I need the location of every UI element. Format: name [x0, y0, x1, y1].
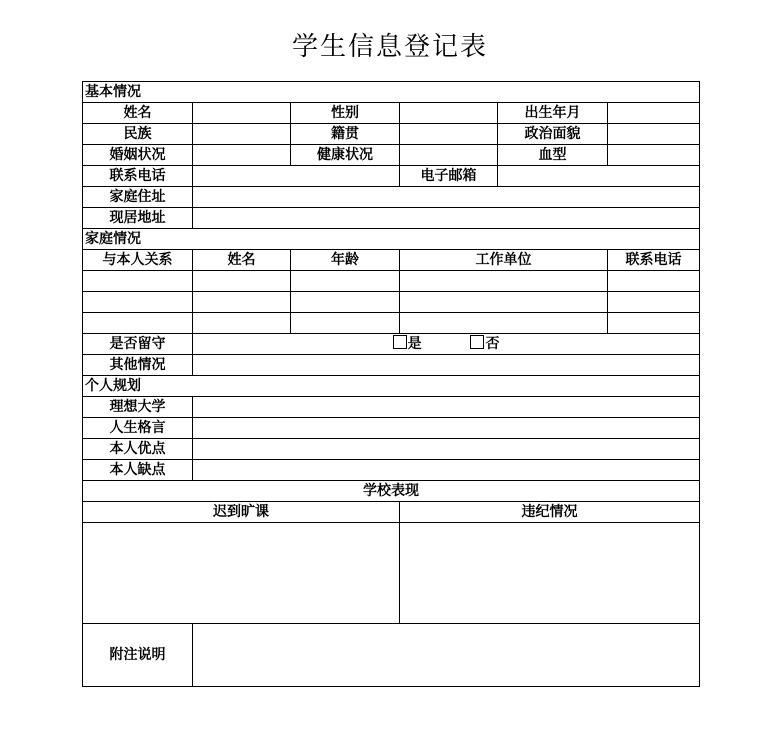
section-title-family: 家庭情况: [83, 229, 700, 250]
label-left-behind: 是否留守: [83, 334, 193, 355]
family-cell[interactable]: [193, 271, 291, 292]
label-phone: 联系电话: [83, 166, 193, 187]
field-birth[interactable]: [608, 103, 700, 124]
basic-row-4: [83, 166, 700, 187]
family-cell[interactable]: [291, 271, 400, 292]
personal-row-3: [83, 439, 700, 460]
note-row: [83, 624, 700, 687]
family-cell[interactable]: [291, 292, 400, 313]
family-cell[interactable]: [608, 313, 700, 334]
family-member-row: [83, 271, 700, 292]
family-cell[interactable]: [83, 313, 193, 334]
basic-row-3: [83, 145, 700, 166]
label-motto: 人生格言: [83, 418, 193, 439]
family-cell[interactable]: [608, 292, 700, 313]
section-title-school: 学校表现: [83, 481, 700, 502]
label-home-address: 家庭住址: [83, 187, 193, 208]
label-discipline: 违纪情况: [400, 502, 700, 523]
label-dream-university: 理想大学: [83, 397, 193, 418]
section-row-family: [83, 229, 700, 250]
label-note: 附注说明: [83, 624, 193, 687]
basic-row-1: [83, 103, 700, 124]
field-ethnicity[interactable]: [193, 124, 291, 145]
section-row-basic: [83, 82, 700, 103]
field-email[interactable]: [498, 166, 700, 187]
label-health: 健康状况: [291, 145, 400, 166]
family-cell[interactable]: [193, 313, 291, 334]
label-birth: 出生年月: [498, 103, 608, 124]
school-content-row: [83, 523, 700, 624]
section-row-personal: [83, 376, 700, 397]
field-current-address[interactable]: [193, 208, 700, 229]
label-current-address: 现居地址: [83, 208, 193, 229]
family-cell[interactable]: [400, 292, 608, 313]
family-cell[interactable]: [400, 313, 608, 334]
field-home-address[interactable]: [193, 187, 700, 208]
checkbox-no[interactable]: [470, 335, 484, 349]
field-health[interactable]: [400, 145, 498, 166]
family-header-phone: 联系电话: [608, 250, 700, 271]
family-header-workplace: 工作单位: [400, 250, 608, 271]
personal-row-4: [83, 460, 700, 481]
label-gender: 性别: [291, 103, 400, 124]
label-lateness: 迟到旷课: [83, 502, 400, 523]
field-blood[interactable]: [608, 145, 700, 166]
registration-form-table: [82, 81, 700, 687]
field-discipline[interactable]: [400, 523, 700, 624]
field-gender[interactable]: [400, 103, 498, 124]
section-title-personal: 个人规划: [83, 376, 700, 397]
family-member-row: [83, 292, 700, 313]
family-header-relation: 与本人关系: [83, 250, 193, 271]
left-behind-options: [193, 334, 700, 355]
family-header-row: [83, 250, 700, 271]
section-row-school: [83, 481, 700, 502]
personal-row-2: [83, 418, 700, 439]
field-strengths[interactable]: [193, 439, 700, 460]
label-strengths: 本人优点: [83, 439, 193, 460]
family-header-name: 姓名: [193, 250, 291, 271]
family-cell[interactable]: [291, 313, 400, 334]
left-behind-row: [83, 334, 700, 355]
label-marital: 婚姻状况: [83, 145, 193, 166]
label-other: 其他情况: [83, 355, 193, 376]
other-row: [83, 355, 700, 376]
family-member-row: [83, 313, 700, 334]
checkbox-yes[interactable]: [393, 335, 407, 349]
field-native-place[interactable]: [400, 124, 498, 145]
label-email: 电子邮箱: [400, 166, 498, 187]
field-political[interactable]: [608, 124, 700, 145]
option-no-label: 否: [485, 336, 500, 352]
form-title: 学生信息登记表: [291, 32, 488, 62]
option-yes-label: 是: [407, 336, 422, 352]
label-blood: 血型: [498, 145, 608, 166]
school-header-row: [83, 502, 700, 523]
field-other[interactable]: [193, 355, 700, 376]
label-political: 政治面貌: [498, 124, 608, 145]
option-no[interactable]: [470, 336, 499, 352]
section-title-basic: 基本情况: [83, 82, 700, 103]
family-header-age: 年龄: [291, 250, 400, 271]
family-cell[interactable]: [83, 292, 193, 313]
family-cell[interactable]: [83, 271, 193, 292]
family-cell[interactable]: [193, 292, 291, 313]
field-name[interactable]: [193, 103, 291, 124]
personal-row-1: [83, 397, 700, 418]
label-weaknesses: 本人缺点: [83, 460, 193, 481]
option-yes[interactable]: [393, 336, 422, 352]
field-note[interactable]: [193, 624, 700, 687]
field-lateness[interactable]: [83, 523, 400, 624]
label-ethnicity: 民族: [83, 124, 193, 145]
basic-row-5: [83, 187, 700, 208]
field-phone[interactable]: [193, 166, 400, 187]
basic-row-2: [83, 124, 700, 145]
basic-row-6: [83, 208, 700, 229]
field-motto[interactable]: [193, 418, 700, 439]
family-cell[interactable]: [400, 271, 608, 292]
field-dream-university[interactable]: [193, 397, 700, 418]
family-cell[interactable]: [608, 271, 700, 292]
label-native-place: 籍贯: [291, 124, 400, 145]
field-marital[interactable]: [193, 145, 291, 166]
field-weaknesses[interactable]: [193, 460, 700, 481]
label-name: 姓名: [83, 103, 193, 124]
